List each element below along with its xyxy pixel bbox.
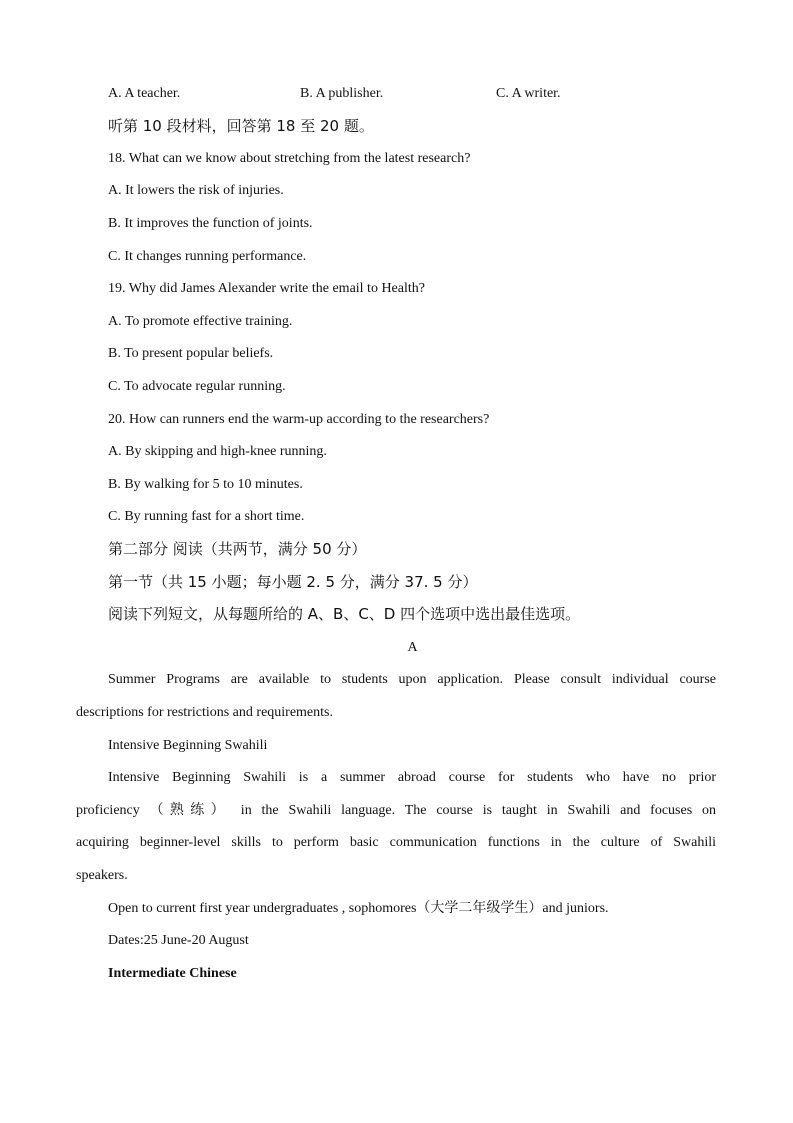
q17-option-b: B. A publisher. [300,86,384,101]
q20-option-a: A. By skipping and high-knee running. [108,444,327,459]
course1-eligibility: Open to current first year undergraduates , sophomores（大学二年级学生）and juniors. [108,901,609,916]
q17-option-c: C. A writer. [496,86,561,101]
course1-desc-line2: proficiency （熟练） in the Swahili language. The course is taught in Swahili and focuses on [76,803,716,818]
q18-question: 18. What can we know about stretching from the latest research? [108,151,471,166]
instructions: 阅读下列短文，从每题所给的 A、B、C、D 四个选项中选出最佳选项。 [108,605,581,623]
course2-title: Intermediate Chinese [108,966,237,981]
q19-option-a: A. To promote effective training. [108,314,293,329]
q18-option-c: C. It changes running performance. [108,249,307,264]
q20-option-c: C. By running fast for a short time. [108,509,305,524]
course1-desc-line4: speakers. [76,868,128,883]
q20-question: 20. How can runners end the warm-up according to the researchers? [108,412,490,427]
section10-header: 听第 10 段材料，回答第 18 至 20 题。 [108,117,374,135]
course1-desc-line3: acquiring beginner-level skills to perform basic communication functions in the culture of Swahili [76,835,716,850]
course1-desc-line1: Intensive Beginning Swahili is a summer abroad course for students who have no prior [108,770,716,785]
course1-title: Intensive Beginning Swahili [108,738,268,753]
passage-intro-line2: descriptions for restrictions and requirements. [76,705,333,720]
q18-option-b: B. It improves the function of joints. [108,216,313,231]
q20-option-b: B. By walking for 5 to 10 minutes. [108,477,303,492]
q18-option-a: A. It lowers the risk of injuries. [108,183,284,198]
section1-title: 第一节（共 15 小题；每小题 2. 5 分，满分 37. 5 分） [108,573,478,591]
q17-option-a: A. A teacher. [108,86,181,101]
course1-dates: Dates:25 June-20 August [108,933,249,948]
part2-title: 第二部分 阅读（共两节，满分 50 分） [108,540,367,558]
passage-intro-line1: Summer Programs are available to students upon application. Please consult individual course [108,672,716,687]
passage-letter: A [407,640,418,655]
q19-question: 19. Why did James Alexander write the email to Health? [108,281,425,296]
q19-option-c: C. To advocate regular running. [108,379,286,394]
q19-option-b: B. To present popular beliefs. [108,346,274,361]
